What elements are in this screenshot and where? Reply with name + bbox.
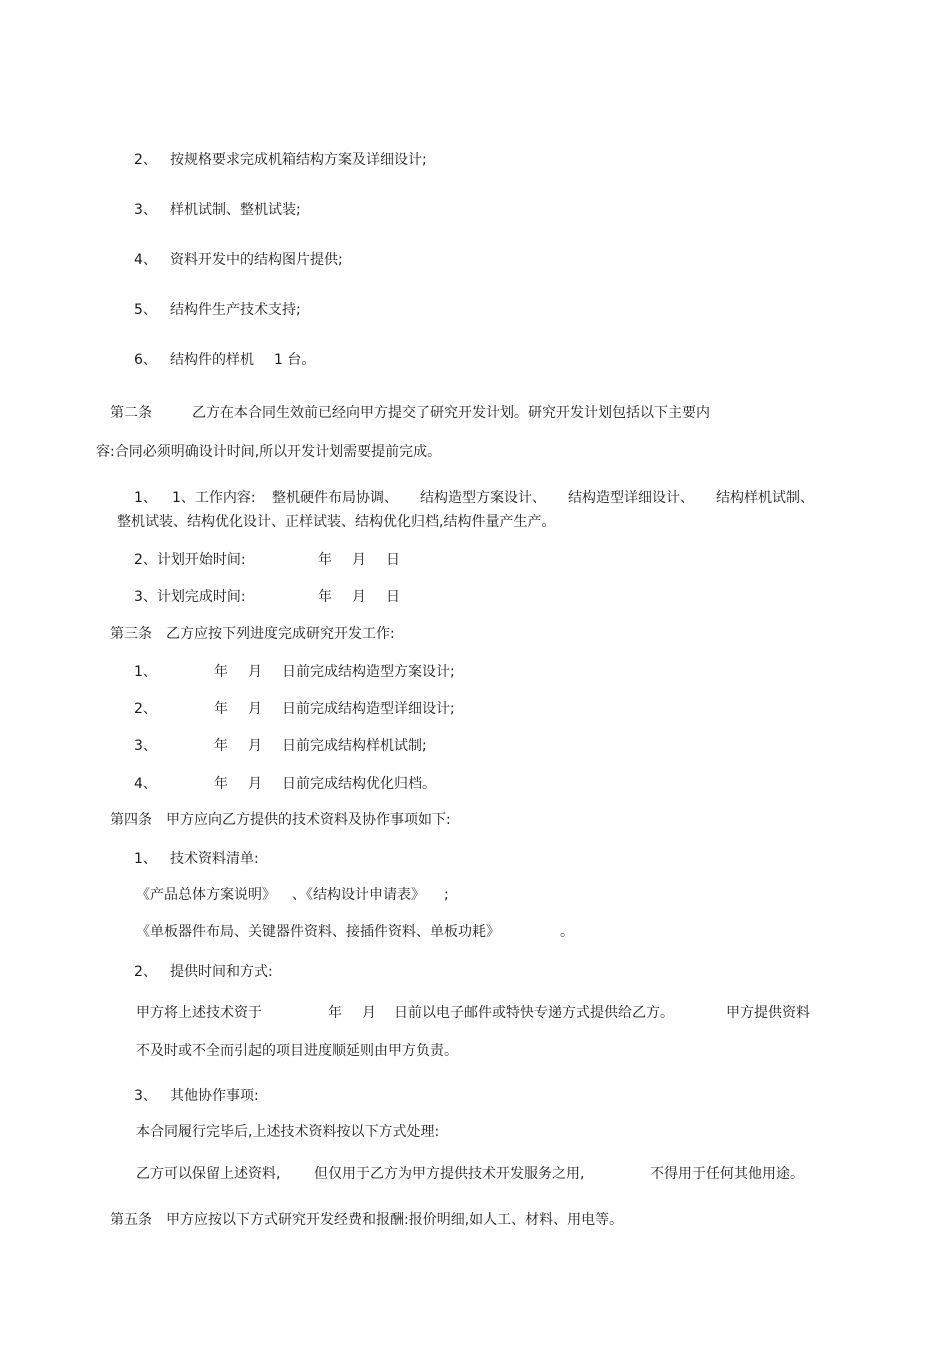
provision-line-1 xyxy=(136,1004,836,1022)
provision-text: 甲方提供资料 xyxy=(726,1005,810,1021)
day-label: 日 xyxy=(386,552,400,568)
item-number: 6、 xyxy=(134,352,157,368)
month-label: 月 xyxy=(248,664,262,680)
day-label: 日 xyxy=(386,589,400,605)
plan-start-date xyxy=(134,551,434,569)
month-label: 月 xyxy=(248,776,262,792)
list-item xyxy=(134,351,834,369)
schedule-text: 日前完成结构优化归档。 xyxy=(282,776,436,792)
article-label: 第二条 xyxy=(110,405,152,421)
item-number: 3、 xyxy=(134,1088,157,1104)
item-number: 2、 xyxy=(134,964,157,980)
provision-line-2: 不及时或不全而引起的项目进度顺延则由甲方负责。 xyxy=(136,1043,458,1059)
work-content-line-1 xyxy=(134,489,834,507)
list-item xyxy=(134,251,834,269)
year-label: 年 xyxy=(214,701,228,717)
schedule-item xyxy=(134,775,634,793)
month-label: 月 xyxy=(248,738,262,754)
cooperation-text: 但仅用于乙方为甲方提供技术开发服务之用, xyxy=(314,1166,585,1182)
year-label: 年 xyxy=(214,664,228,680)
subsection-title: 提供时间和方式: xyxy=(170,964,273,980)
year-label: 年 xyxy=(318,552,332,568)
year-label: 年 xyxy=(214,738,228,754)
document-list-line-1 xyxy=(136,886,636,904)
item-number: 3、 xyxy=(134,738,157,754)
article-label: 第三条 xyxy=(110,626,152,642)
plan-end-date xyxy=(134,588,434,606)
list-item xyxy=(134,301,834,319)
provision-text: 甲方将上述技术资于 xyxy=(136,1005,262,1021)
provision-text: 日前以电子邮件或特快专递方式提供给乙方。 xyxy=(394,1005,674,1021)
work-task: 结构样机试制、 xyxy=(716,490,814,506)
article-4-heading xyxy=(110,811,610,829)
article-text: 甲方应按以下方式研究开发经费和报酬:报价明细,如人工、材料、用电等。 xyxy=(166,1212,624,1228)
schedule-text: 日前完成结构造型方案设计; xyxy=(282,664,455,680)
item-number: 1、 xyxy=(134,490,157,506)
cooperation-text: 不得用于任何其他用途。 xyxy=(650,1166,804,1182)
schedule-item xyxy=(134,737,634,755)
work-task: 结构造型方案设计、 xyxy=(420,490,546,506)
work-content-label: 1、工作内容: xyxy=(172,490,256,506)
item-number: 3、 xyxy=(134,202,157,218)
month-label: 月 xyxy=(352,552,366,568)
punctuation: 。 xyxy=(560,924,574,940)
year-label: 年 xyxy=(328,1005,342,1021)
subsection-title: 其他协作事项: xyxy=(170,1088,259,1104)
month-label: 月 xyxy=(352,589,366,605)
item-number: 2、 xyxy=(134,701,157,717)
item-text: 样机试制、整机试装; xyxy=(170,202,301,218)
item-number: 2、 xyxy=(134,152,157,168)
item-text: 资料开发中的结构图片提供; xyxy=(170,252,343,268)
article-label: 第四条 xyxy=(110,812,152,828)
article-text: 甲方应向乙方提供的技术资料及协作事项如下: xyxy=(166,812,451,828)
article-2-line-1 xyxy=(110,404,810,422)
subsection-1-title xyxy=(134,850,534,868)
cooperation-line-1: 本合同履行完毕后,上述技术资料按以下方式处理: xyxy=(136,1124,440,1140)
year-label: 年 xyxy=(318,589,332,605)
work-content-line-2: 整机试装、结构优化设计、正样试装、结构优化归档,结构件量产生产。 xyxy=(117,514,556,530)
item-number: 4、 xyxy=(134,776,157,792)
work-task: 结构造型详细设计、 xyxy=(568,490,694,506)
subsection-2-title xyxy=(134,963,534,981)
item-text: 按规格要求完成机箱结构方案及详细设计; xyxy=(170,152,427,168)
article-text: 乙方在本合同生效前已经向甲方提交了研究开发计划。研究开发计划包括以下主要内 xyxy=(192,405,710,421)
item-text: 结构件生产技术支持; xyxy=(170,302,301,318)
list-item xyxy=(134,151,834,169)
schedule-item xyxy=(134,700,634,718)
plan-end-label: 3、计划完成时间: xyxy=(134,589,246,605)
list-item xyxy=(134,201,834,219)
article-5-heading xyxy=(110,1211,810,1229)
item-number: 5、 xyxy=(134,302,157,318)
punctuation: ; xyxy=(444,887,449,903)
document-list-line-2 xyxy=(136,923,636,941)
article-2-line-2: 容:合同必须明确设计时间,所以开发计划需要提前完成。 xyxy=(96,444,442,460)
schedule-text: 日前完成结构样机试制; xyxy=(282,738,427,754)
year-label: 年 xyxy=(214,776,228,792)
item-number: 1、 xyxy=(134,664,157,680)
item-text: 结构件的样机 xyxy=(170,352,254,368)
schedule-text: 日前完成结构造型详细设计; xyxy=(282,701,455,717)
article-text: 乙方应按下列进度完成研究开发工作: xyxy=(166,626,395,642)
article-3-heading xyxy=(110,625,610,643)
plan-start-label: 2、计划开始时间: xyxy=(134,552,246,568)
cooperation-line-2 xyxy=(136,1165,836,1183)
month-label: 月 xyxy=(248,701,262,717)
document-name: 《产品总体方案说明》 xyxy=(136,887,276,903)
document-name: 、《结构设计申请表》 xyxy=(292,887,425,903)
article-label: 第五条 xyxy=(110,1212,152,1228)
subsection-3-title xyxy=(134,1087,534,1105)
schedule-item xyxy=(134,663,634,681)
subsection-title: 技术资料清单: xyxy=(170,851,259,867)
work-task: 整机硬件布局协调、 xyxy=(272,490,398,506)
item-quantity: 1 台。 xyxy=(274,352,316,368)
month-label: 月 xyxy=(362,1005,376,1021)
document-name: 《单板器件布局、关键器件资料、接插件资料、单板功耗》 xyxy=(136,924,500,940)
cooperation-text: 乙方可以保留上述资料, xyxy=(136,1166,281,1182)
item-number: 4、 xyxy=(134,252,157,268)
item-number: 1、 xyxy=(134,851,157,867)
